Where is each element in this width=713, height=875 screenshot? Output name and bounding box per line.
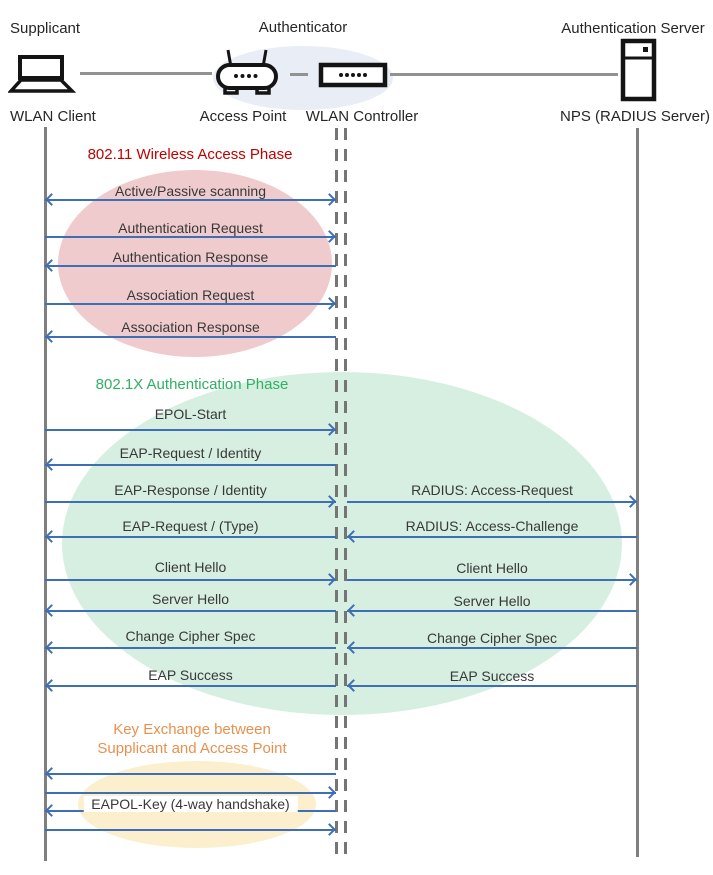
message-label: EAP Success xyxy=(148,667,233,683)
message-arrow-line xyxy=(45,303,336,305)
message-label: Change Cipher Spec xyxy=(125,628,256,644)
message-label: Client Hello xyxy=(456,560,528,576)
server-icon xyxy=(619,38,659,102)
message-arrow-line xyxy=(45,610,336,612)
message-label: Server Hello xyxy=(151,591,230,607)
message-arrow-line xyxy=(45,199,336,201)
arrowhead-left-icon xyxy=(45,330,58,343)
arrowhead-left-icon xyxy=(45,641,58,654)
message-arrow-line xyxy=(45,829,336,831)
message-arrow-line xyxy=(45,265,336,267)
arrowhead-left-icon xyxy=(45,604,58,617)
message-arrow-line xyxy=(347,685,637,687)
arrowhead-left-icon xyxy=(45,259,58,272)
authentication-phase-ellipse xyxy=(62,372,622,715)
actor-label-access-point: Access Point xyxy=(199,108,287,125)
wlan-controller-icon xyxy=(318,62,388,88)
lifeline-wlan-controller-right xyxy=(344,128,347,857)
message-label: RADIUS: Access-Request xyxy=(411,482,573,498)
message-arrow-line xyxy=(45,236,336,238)
message-arrow-line xyxy=(45,536,336,538)
message-label: EAPOL-Key (4-way handshake) xyxy=(83,796,297,812)
arrowhead-left-icon xyxy=(45,679,58,692)
connector-client-ap xyxy=(80,72,212,75)
message-label: EPOL-Start xyxy=(154,406,227,422)
message-label: Client Hello xyxy=(154,559,227,575)
message-arrow-line xyxy=(347,501,637,503)
phase-title-8021x-authentication: 802.1X Authentication Phase xyxy=(95,376,289,393)
laptop-icon xyxy=(8,55,78,95)
arrowhead-right-icon xyxy=(323,297,336,310)
arrowhead-left-icon xyxy=(45,804,58,817)
message-arrow-line xyxy=(347,610,637,612)
lifeline-nps-server xyxy=(636,128,639,857)
role-label-authenticator: Authenticator xyxy=(258,19,348,36)
actor-label-nps-radius-server: NPS (RADIUS Server) xyxy=(559,108,711,125)
message-arrow-line xyxy=(45,579,336,581)
arrowhead-left-icon xyxy=(45,767,58,780)
message-arrow-line xyxy=(347,647,637,649)
arrowhead-left-icon xyxy=(45,193,58,206)
message-label: Association Response xyxy=(121,319,260,335)
arrowhead-right-icon xyxy=(323,823,336,836)
message-label: Active/Passive scanning xyxy=(115,183,266,199)
message-arrow-line xyxy=(45,429,336,431)
message-label: EAP-Request / Identity xyxy=(119,445,262,461)
connector-controller-server xyxy=(390,73,618,76)
message-label: Server Hello xyxy=(453,593,531,609)
actor-label-wlan-controller: WLAN Controller xyxy=(305,108,419,125)
message-label: Association Request xyxy=(126,287,255,303)
actor-label-wlan-client: WLAN Client xyxy=(10,108,96,125)
message-arrow-line xyxy=(45,773,336,775)
arrowhead-right-icon xyxy=(624,495,637,508)
message-arrow-line xyxy=(347,536,637,538)
message-arrow-line xyxy=(45,501,336,503)
role-label-authentication-server: Authentication Server xyxy=(561,20,705,37)
message-label: Authentication Request xyxy=(118,220,263,236)
phase-title-key-exchange-line1: Key Exchange between xyxy=(113,721,271,738)
message-label: RADIUS: Access-Challenge xyxy=(405,518,579,534)
connector-ap-controller xyxy=(290,73,308,76)
phase-title-key-exchange-line2: Supplicant and Access Point xyxy=(97,740,287,757)
message-arrow-line xyxy=(45,792,336,794)
message-label: EAP-Response / Identity xyxy=(114,482,267,498)
arrowhead-left-icon xyxy=(45,530,58,543)
phase-title-80211-wireless-access: 802.11 Wireless Access Phase xyxy=(87,146,293,163)
message-arrow-line xyxy=(45,464,336,466)
message-label: Authentication Response xyxy=(112,249,269,265)
message-arrow-line xyxy=(347,579,637,581)
arrowhead-right-icon xyxy=(323,193,336,206)
arrowhead-right-icon xyxy=(624,573,637,586)
arrowhead-left-icon xyxy=(45,458,58,471)
role-label-supplicant: Supplicant xyxy=(10,20,81,37)
message-arrow-line xyxy=(45,647,336,649)
message-label: Change Cipher Spec xyxy=(427,630,557,646)
message-label: EAP Success xyxy=(449,668,535,684)
arrowhead-right-icon xyxy=(323,786,336,799)
access-point-icon xyxy=(213,46,281,98)
message-arrow-line xyxy=(45,336,336,338)
message-arrow-line xyxy=(45,685,336,687)
message-label: EAP-Request / (Type) xyxy=(122,518,259,534)
